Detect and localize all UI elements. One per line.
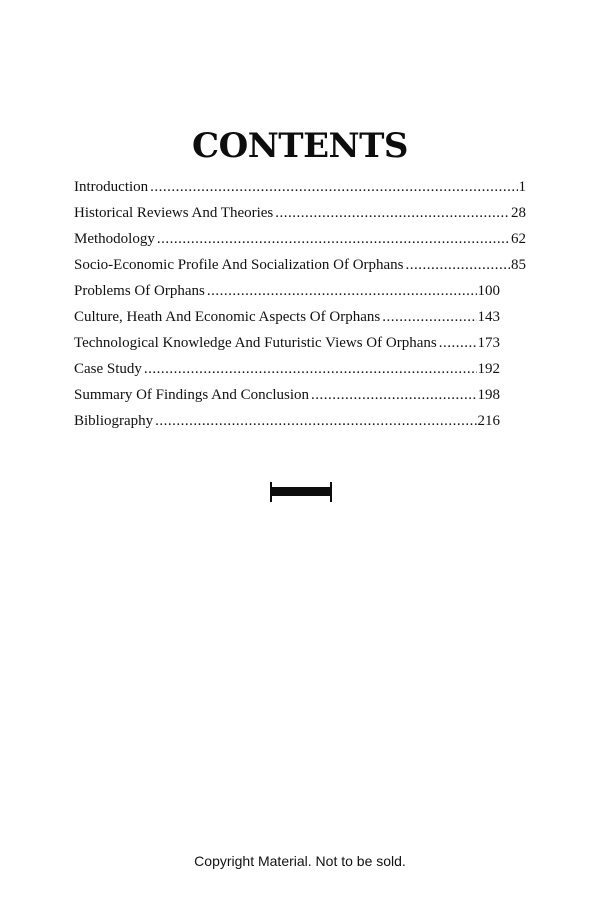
toc-dot-leader (406, 254, 510, 276)
toc-entry-culture-heath-economic[interactable] (74, 306, 500, 332)
toc-entry-methodology[interactable] (74, 228, 526, 254)
toc-entry-introduction[interactable] (74, 176, 526, 202)
horizontal-bar-ornament-icon (270, 482, 332, 502)
table-of-contents (74, 176, 526, 436)
toc-entry-page-number: 192 (477, 361, 500, 377)
toc-entry-page-number: 143 (477, 309, 500, 325)
toc-entry-title: Historical Reviews And Theories (74, 205, 274, 221)
copyright-footer: Copyright Material. Not to be sold. (194, 853, 406, 869)
toc-entry-technological-knowledge[interactable] (74, 332, 500, 358)
toc-dot-leader (150, 176, 517, 198)
toc-dot-leader (157, 228, 510, 250)
page-title: CONTENTS (192, 125, 408, 166)
toc-entry-title: Summary Of Findings And Conclusion (74, 387, 310, 403)
toc-dot-leader (155, 410, 476, 432)
toc-entry-case-study[interactable] (74, 358, 500, 384)
toc-entry-page-number: 28 (511, 205, 526, 221)
toc-entry-problems-of-orphans[interactable] (74, 280, 500, 306)
toc-entry-title: Case Study (74, 361, 142, 377)
toc-entry-title: Introduction (74, 179, 149, 195)
toc-entry-title: Technological Knowledge And Futuristic Views Of Orphans (74, 335, 437, 351)
toc-entry-summary-of-findings[interactable] (74, 384, 500, 410)
toc-entry-page-number: 85 (511, 257, 526, 273)
toc-entry-page-number: 100 (477, 283, 500, 299)
toc-entry-title: Problems Of Orphans (74, 283, 205, 299)
toc-entry-page-number: 1 (518, 179, 526, 195)
toc-entry-title: Socio-Economic Profile And Socialization Of Orphans (74, 257, 404, 273)
toc-entry-title: Methodology (74, 231, 155, 247)
toc-dot-leader (144, 358, 477, 380)
toc-entry-socio-economic-profile[interactable] (74, 254, 526, 280)
toc-entry-bibliography[interactable] (74, 410, 500, 436)
toc-entry-page-number: 216 (477, 413, 500, 429)
toc-dot-leader (207, 280, 477, 302)
toc-entry-page-number: 173 (477, 335, 500, 351)
toc-entry-page-number: 62 (511, 231, 526, 247)
toc-dot-leader (311, 384, 476, 406)
ornament-shape (270, 482, 332, 502)
toc-entry-title: Culture, Heath And Economic Aspects Of Orphans (74, 309, 381, 325)
toc-dot-leader (382, 306, 476, 328)
toc-entry-title: Bibliography (74, 413, 154, 429)
toc-entry-historical-reviews[interactable] (74, 202, 526, 228)
toc-dot-leader (275, 202, 510, 224)
toc-dot-leader (439, 332, 477, 354)
toc-entry-page-number: 198 (477, 387, 500, 403)
